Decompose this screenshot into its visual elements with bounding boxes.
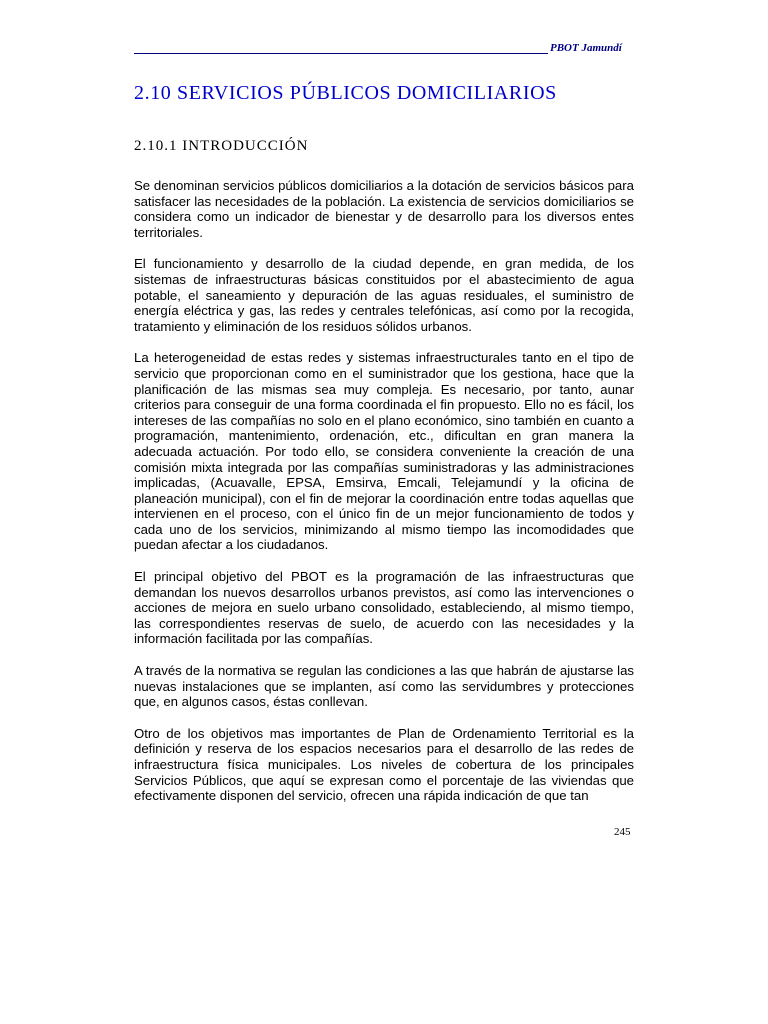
running-header: PBOT Jamundí <box>550 42 622 54</box>
paragraph: A través de la normativa se regulan las condiciones a las que habrán de ajustarse las nuevas instalaciones que se implanten, así como las servidumbres y protecciones que, en algunos casos, éstas conllevan. <box>134 663 634 710</box>
section-title: 2.10 SERVICIOS PÚBLICOS DOMICILIARIOS <box>134 82 557 104</box>
paragraph: Otro de los objetivos mas importantes de Plan de Ordenamiento Territorial es la definición y reserva de los espacios necesarios para el desarrollo de las redes de infraestructura física municipales. Los niveles de cobertura de los principales Servicios Públicos, que aquí se expresan como el porcentaje de las viviendas que efectivamente disponen del servicio, ofrecen una rápida indicación de que tan <box>134 725 634 804</box>
header-rule <box>134 53 548 54</box>
paragraph: La heterogeneidad de estas redes y sistemas infraestructurales tanto en el tipo de servicio que proporcionan como en el suministrador que los gestiona, hace que la planificación de las mismas sea muy compleja. Es necesario, por tanto, aunar criterios para conseguir de una forma coordinada el fin propuesto. Ello no es fácil, los intereses de las compañías no solo en el plano económico, sino también en cuanto a programación, mantenimiento, ordenación, etc., dificultan en gran manera la adecuada actuación. Por todo ello, se considera conveniente la creación de una comisión mixta integrada por las compañías suministradoras y las administraciones implicadas, (Acuavalle, EPSA, Emsirva, Emcali, Telejamundí y la oficina de planeación municipal), con el fin de mejorar la coordinación entre todas aquellas que intervienen en el proceso, con el único fin de un mejor funcionamiento de todos y cada uno de los servicios, minimizando al mismo tiempo las incomodidades que puedan afectar a los ciudadanos. <box>134 350 634 553</box>
subsection-title: 2.10.1 INTRODUCCIÓN <box>134 138 309 154</box>
paragraph: El principal objetivo del PBOT es la programación de las infraestructuras que demandan los nuevos desarrollos urbanos previstos, así como las intervenciones o acciones de mejora en suelo urbano consolidado, estableciendo, al mismo tiempo, las correspondientes reservas de suelo, de acuerdo con las necesidades y la información facilitada por las compañías. <box>134 569 634 647</box>
paragraph: El funcionamiento y desarrollo de la ciudad depende, en gran medida, de los sistemas de infraestructuras básicas constituidos por el abastecimiento de agua potable, el saneamiento y depuración de las aguas residuales, el suministro de energía eléctrica y gas, las redes y centrales telefónicas, así como por la recogida, tratamiento y eliminación de los residuos sólidos urbanos. <box>134 256 634 334</box>
paragraph: Se denominan servicios públicos domiciliarios a la dotación de servicios básicos para satisfacer las necesidades de la población. La existencia de servicios domiciliarios se considera como un indicador de bienestar y de desarrollo para los diversos entes territoriales. <box>134 178 634 240</box>
body-text <box>134 178 634 820</box>
page-number: 245 <box>614 826 631 838</box>
